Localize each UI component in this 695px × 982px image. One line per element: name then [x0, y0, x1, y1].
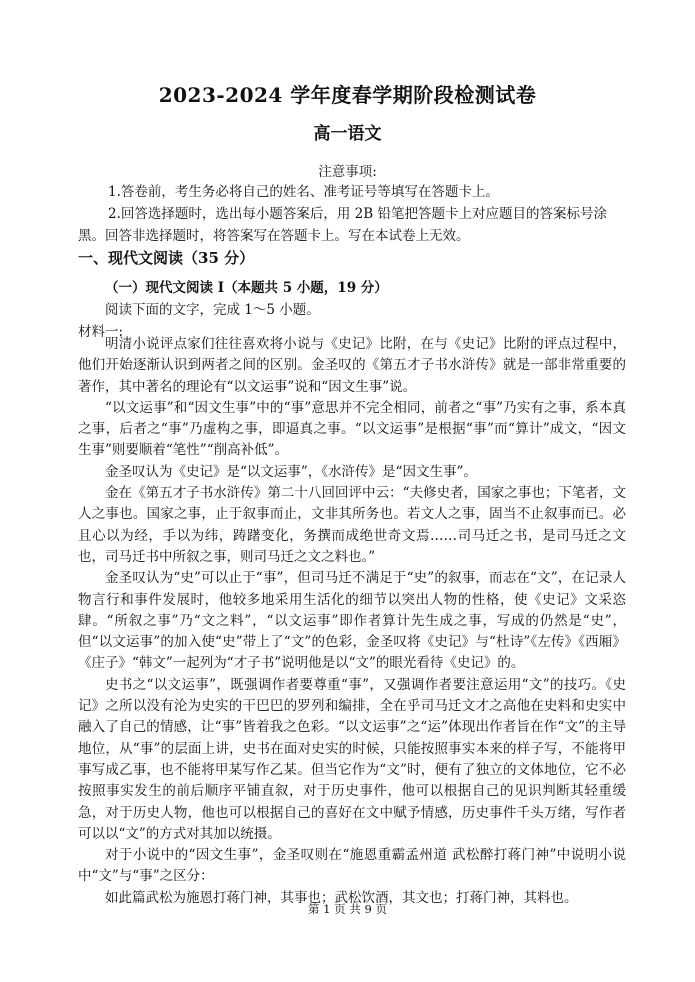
- subsection-heading: （一）现代文阅读 I（本题共 5 小题，19 分）: [105, 280, 388, 296]
- notice-item: 1.答卷前，考生务必将自己的姓名、准考证号等填写在答题卡上。: [108, 184, 499, 200]
- notice-list: [78, 181, 626, 247]
- passage-paragraph: 金在《第五才子书水浒传》第二十八回回评中云：“夫修史者，国家之事也；下笔者，文人之事也。国家之事，止于叙事而止，文非其所务也。若文人之事，固当不止叙事而已。必且心以为经，手以为纬，踌躇变化，务撰而成绝世奇文焉……司马迁之书，是司马迁之文也，司马迁书中所叙之事，则司马迁之文之料也。”: [78, 485, 626, 565]
- exam-title: 2023-2024 学年度春学期阶段检测试卷: [158, 83, 537, 107]
- notice-item: 2.回答选择题时，选出每小题答案后，用 2B 铅笔把答题卡上对应题目的答案标号涂黑。回答非选择题时，将答案写在答题卡上。写在本试卷上无效。: [78, 206, 607, 244]
- passage-paragraph: “以文运事”和“因文生事”中的“事”意思并不完全相同，前者之“事”乃实有之事，系本真之事，后者之“事”乃虚构之事，即逼真之事。“以文运事”是根据“事”而“算计”成文，“因文生事”则要顺着“笔性”“削高补低”。: [78, 399, 626, 459]
- passage-paragraph: 对于小说中的“因文生事”，金圣叹则在“施恩重霸孟州道 武松醉打蒋门神”中说明小说中“文”与“事”之区分：: [78, 847, 626, 885]
- passage-paragraph: 史书之“以文运事”，既强调作者要尊重“事”，又强调作者要注意运用“文”的技巧。《史记》之所以没有沦为史实的干巴巴的罗列和编排，全在乎司马迁文才之高他在史料和史实中融入了自己的情感，让“事”皆着我之色彩。“以文运事”之“运”体现出作者旨在作“文”的主导地位，从“事”的层面上讲，史书在面对史实的时候，只能按照事实本来的样子写，不能将甲事写成乙事，也不能将甲某写作乙某。但当它作为“文”时，便有了独立的文体地位，它不必按照事实发生的前后顺序平铺直叙，对于历史事件，他可以根据自己的见识判断其轻重缓急，对于历史人物，他也可以根据自己的喜好在文中赋予情感，历史事件千头万绪，写作者可以以“文”的方式对其加以统摄。: [78, 676, 626, 842]
- passage-paragraph: 明清小说评点家们往往喜欢将小说与《史记》比附，在与《史记》比附的评点过程中，他们开始逐渐认识到两者之间的区别。金圣叹的《第五才子书水浒传》就是一部非常重要的著作，其中著名的理论有“以文运事”说和“因文生事”说。: [78, 336, 626, 395]
- page-number: 第 1 页 共 9 页: [308, 902, 387, 916]
- reading-instruction: 阅读下面的文字，完成 1～5 小题。: [105, 302, 320, 318]
- notice-title: 注意事项:: [318, 164, 377, 180]
- material-label: 材料一:: [78, 324, 124, 340]
- reading-passage: [78, 334, 626, 909]
- passage-paragraph: 如此篇武松为施恩打蒋门神，其事也；武松饮酒，其文也；打蒋门神，其料也。: [105, 889, 578, 906]
- passage-paragraph: 金圣叹认为《史记》是“以文运事”，《水浒传》是“因文生事”。: [105, 463, 477, 480]
- subject-title: 高一语文: [313, 124, 382, 144]
- passage-paragraph: 金圣叹认为“史”可以止于“事”，但司马迁不满足于“史”的叙事，而志在“文”，在记录人物言行和事件发展时，他较多地采用生活化的细节以突出人物的性格，使《史记》文采恣肆。“所叙之事”乃“文之料”，“以文运事”即作者算计先生成之事，写成的仍然是“史”，但“以文运事”的加入使“史”带上了“文”的色彩，金圣叹将《史记》与“杜诗”《左传》《西厢》《庄子》“韩文”一起列为“才子书”说明他是以“文”的眼光看待《史记》的。: [78, 570, 626, 672]
- section-heading: 一、现代文阅读（35 分）: [78, 249, 255, 267]
